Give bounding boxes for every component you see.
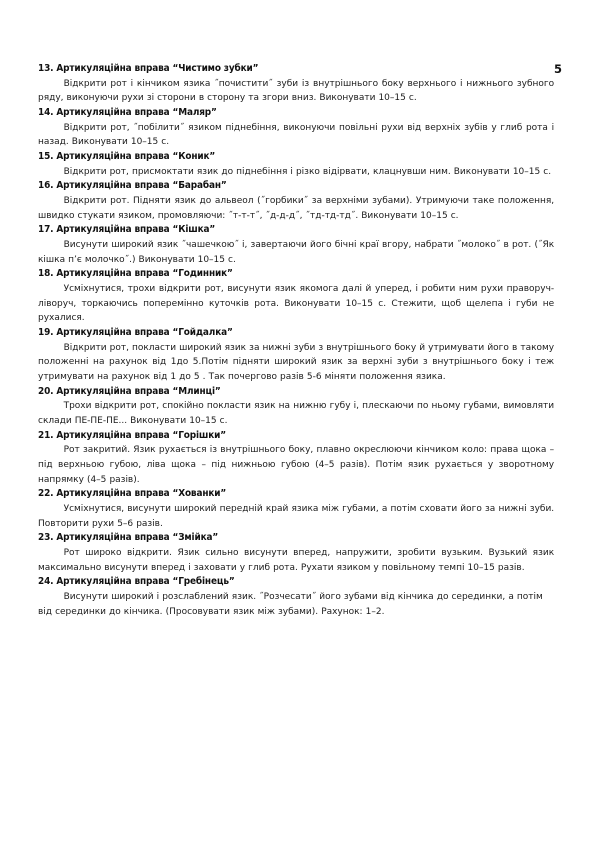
exercise-body: Відкрити рот, ˝побілити˝ язиком піднебіння, виконуючи повільні рухи від верхніх зубів у глиб рота і назад. Виконувати 10–15 с. — [38, 122, 555, 148]
exercise-heading: 16. Артикуляційна вправа “Барабан” — [38, 180, 227, 192]
exercise-body: Відкрити рот. Підняти язик до альвеол (˝горбики˝ за верхніми зубами). Утримуючи таке положення, швидко стукати язиком, промовляючи: ˝т-т-т˝, ˝д-д-д˝, ˝тд-тд-тд˝. Виконувати 10–15 с. — [38, 195, 555, 221]
exercise-entry-18 — [38, 267, 562, 326]
exercise-entry-13 — [38, 62, 562, 106]
exercise-body: Висунути широкий і розслаблений язик. ˝Розчесати˝ його зубами від кінчика до серединки, а потім від серединки до кінчика. (Просовувати язик між зубами). Рахунок: 1–2. — [38, 592, 543, 617]
exercise-body: Відкрити рот, присмоктати язик до піднебіння і різко відірвати, клацнувши ним. Виконувати 10–15 с. — [63, 166, 552, 177]
exercise-heading: 24. Артикуляційна вправа “Гребінець” — [38, 576, 235, 588]
exercise-entry-20 — [38, 385, 562, 429]
exercise-body: Висунути широкий язик ˝чашечкою˝ і, завертаючи його бічні краї вгору, набрати ˝молоко˝ в рот. (˝Як кішка пʼє молочко˝.) Виконувати 10–15 с. — [38, 239, 555, 265]
exercise-heading: 15. Артикуляційна вправа “Коник” — [38, 151, 216, 162]
exercise-entry-24 — [38, 575, 562, 619]
exercise-entry-17 — [38, 223, 562, 267]
exercise-body: Усміхнутися, висунути широкий передній край язика між губами, а потім сховати його за нижні зуби. Повторити рухи 5–6 разів. — [38, 504, 555, 529]
exercise-heading: 21. Артикуляційна вправа “Горішки” — [38, 429, 227, 441]
exercise-heading: 18. Артикуляційна вправа “Годинник” — [38, 268, 233, 280]
exercise-body: Трохи відкрити рот, спокійно покласти язик на нижню губу і, плескаючи по ньому губами, вимовляти склади ПЕ-ПЕ-ПЕ... Виконувати 10–15 с. — [38, 401, 555, 426]
exercise-body: Усміхнутися, трохи відкрити рот, висунути язик якомога далі й уперед, і робити ним рухи праворуч-ліворуч, торкаючись поперемінно куточків рота. Виконувати 10–15 с. Стежити, щоб щелепа і губи не рухалися. — [38, 283, 555, 324]
exercise-heading: 14. Артикуляційна вправа “Маляр” — [38, 107, 217, 118]
exercise-entry-21 — [38, 429, 562, 488]
exercise-heading: 23. Артикуляційна вправа “Змійка” — [38, 532, 219, 544]
exercise-body: Відкрити рот і кінчиком язика ˝почистити˝ зуби із внутрішнього боку верхнього і нижнього зубного ряду, виконуючи рухи зі сторони в сторону та згори вниз. Виконувати 10–15 с. — [38, 78, 555, 104]
page-number: 5 — [553, 62, 562, 76]
exercise-body: Відкрити рот, покласти широкий язик за нижні зуби з внутрішнього боку й утримувати його в такому положенні на рахунок від 1до 5.Потім підняти широкий язик за верхні зуби з внутрішнього боку і теж утримувати на рахунок від 1 до 5 . Так почергово разів 5-6 міняти положення язика. — [38, 342, 555, 382]
page-content — [38, 62, 562, 619]
exercise-entry-15 — [38, 150, 562, 179]
exercise-heading: 20. Артикуляційна вправа “Млинці” — [38, 385, 221, 397]
exercise-entry-23 — [38, 531, 562, 575]
exercise-heading: 19. Артикуляційна вправа “Гойдалка” — [38, 327, 233, 338]
exercise-heading: 17. Артикуляційна вправа “Кішка” — [38, 224, 216, 236]
exercise-heading: 13. Артикуляційна вправа “Чистимо зубки” — [38, 63, 259, 74]
exercise-entry-14 — [38, 106, 562, 150]
exercise-entry-22 — [38, 487, 562, 531]
exercise-heading: 22. Артикуляційна вправа “Хованки” — [38, 488, 227, 500]
exercise-body: Рот широко відкрити. Язик сильно висунути вперед, напружити, зробити вузьким. Вузький язик максимально висунути вперед і заховати у глиб рота. Рухати язиком у повільному темпі 10–15 разів. — [38, 548, 555, 573]
exercise-entry-19 — [38, 326, 562, 385]
exercise-entry-16 — [38, 179, 562, 223]
exercise-body: Рот закритий. Язик рухається із внутрішнього боку, плавно окреслюючи кінчиком коло: права щока – під верхньою губою, ліва щока – під нижньою губою (4–5 разів). Потім язик рухається у зворотному напрямку (4–5 разів). — [38, 445, 555, 485]
